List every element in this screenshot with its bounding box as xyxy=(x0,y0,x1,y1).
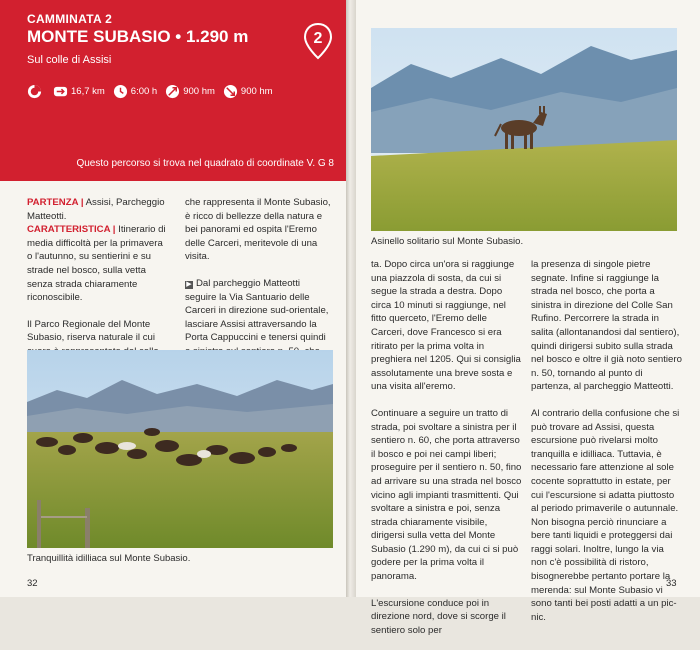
descent-value: 900 hm xyxy=(240,86,273,97)
route-stats xyxy=(27,84,281,99)
book-gutter xyxy=(346,0,356,597)
stat-duration xyxy=(113,84,157,99)
route-number: 2 xyxy=(313,30,323,47)
eremo-paragraph: ta. Dopo circa un'ora si raggiunge una piazzola di sosta, da cui si segue la strada a destra. Dopo circa 10 minuti si raggiunge, nel fitto querceto, l'Eremo delle Carceri, dove Francesco si era ritirato per la prima volta in preghiera nel 1205. Qui si consiglia assolutamente una breve sosta e una visita all'eremo. xyxy=(371,259,521,393)
route-subtitle: Sul colle di Assisi xyxy=(27,54,112,66)
donkey-caption: Asinello solitario sul Monte Subasio. xyxy=(371,236,524,247)
partenza-label: PARTENZA | xyxy=(27,197,84,208)
page-number-left: 32 xyxy=(27,578,38,589)
caratteristica-text: Itinerario di media difficoltà per la primavera o l'autunno, su sentierini e su strade nel bosco, sulla vetta senza strada chiaramente riconoscibile. xyxy=(27,224,166,304)
right-column-2 xyxy=(531,258,682,637)
caratteristica-line xyxy=(27,223,167,305)
descent-icon xyxy=(223,84,238,99)
donkey-meadow-image xyxy=(371,28,677,231)
partenza-text: Assisi, Parcheggio Matteotti. xyxy=(27,197,165,222)
horses-meadow-image xyxy=(27,350,333,548)
distance-icon xyxy=(53,84,68,99)
horses-photo xyxy=(27,350,333,548)
clock-icon xyxy=(113,84,128,99)
descent-paragraph: L'escursione conduce poi in direzione nord, dove si scorge il sentiero solo per xyxy=(371,597,506,636)
right-page xyxy=(356,0,700,636)
stat-descent xyxy=(223,84,273,99)
route-start-text: Dal parcheggio Matteotti seguire la Via Santuario delle Carceri in direzione sud-orientale, lasciare Assisi attraversando la Porta Cappuccini e tenersi quindi xyxy=(185,277,329,344)
left-page xyxy=(0,0,346,597)
park-description: che rappresenta il Monte Subasio, è ricco di bellezze della natura e bei panorami ed ospita l'Eremo delle Carceri, meritevole di una visita. xyxy=(185,197,331,263)
stat-ascent xyxy=(165,84,215,99)
ascent-icon xyxy=(165,84,180,99)
map-coordinates: Questo percorso si trova nel quadrato di coordinate V. G 8 xyxy=(76,158,334,169)
page-number-right: 33 xyxy=(666,578,677,589)
route-title: MONTE SUBASIO • 1.290 m xyxy=(27,27,249,46)
distance-value: 16,7 km xyxy=(71,86,105,97)
ascent-value: 900 hm xyxy=(183,86,215,97)
summit-paragraph: Continuare a seguire un tratto di strada, poi svoltare a sinistra per il sentiero n. 60, che porta attraverso il bosco e poi nei campi liberi; proseguire per il sentiero n. 50, fino ad arrivare su una strada nel bosco vicino agli impianti trasmittenti. Qui svoltare a sinistra e poi, senza strada chiaramente visibile, dirigersi sulla vetta del Monte Subasio (1.290 m), da cui ci si può godere per la prima volta il panorama. xyxy=(371,407,522,583)
map-pin-icon xyxy=(302,22,334,60)
caratteristica-label: CARATTERISTICA | xyxy=(27,224,116,236)
route-header xyxy=(0,0,346,181)
stat-difficulty xyxy=(27,84,45,99)
duration-value: 6:00 h xyxy=(130,86,158,97)
park-intro: Il Parco Regionale del Monte Subasio, riserva naturale il cui xyxy=(27,318,155,344)
route-kicker: CAMMINATA 2 xyxy=(27,12,113,26)
route-marker-icon: ▶ xyxy=(186,280,192,288)
right-column-1 xyxy=(371,258,522,650)
donkey-photo xyxy=(371,28,677,231)
partenza-line xyxy=(27,196,167,223)
return-paragraph: la presenza di singole pietre segnate. Infine si raggiunge la strada nel bosco, che porta a sinistra in direzione del Colle San Rufino. Percorrere la strada in salita (allontanandosi dal sentiero), quindi dirigersi subito sulla strada nel bosco e oltre il già noto sentiero n. 50, tornando al punto di partenza, al parcheggio Matteotti. xyxy=(531,259,682,393)
stat-distance xyxy=(53,84,105,99)
advice-paragraph: Al contrario della confusione che si può trovare ad Assisi, questa escursione può rivelarsi molto tranquilla e idilliaca. Tuttavia, è necessario fare attenzione al sole cocente soprattutto in estate, per cui l'escursione si adatta piuttosto al periodo primaverile o autunnale. Non bisogna perciò rinunciare a bere tanti liquidi e proteggersi dai raggi solari. Inoltre, lungo la via non c'è possibilità di ristoro, bisognerebbe pertanto portare la merenda: sul Monte Subasio vi sono tanti bei posti adatti a un pic-nic. xyxy=(531,407,680,623)
horses-caption: Tranquillità idilliaca sul Monte Subasio. xyxy=(27,553,191,564)
difficulty-icon xyxy=(27,84,42,99)
